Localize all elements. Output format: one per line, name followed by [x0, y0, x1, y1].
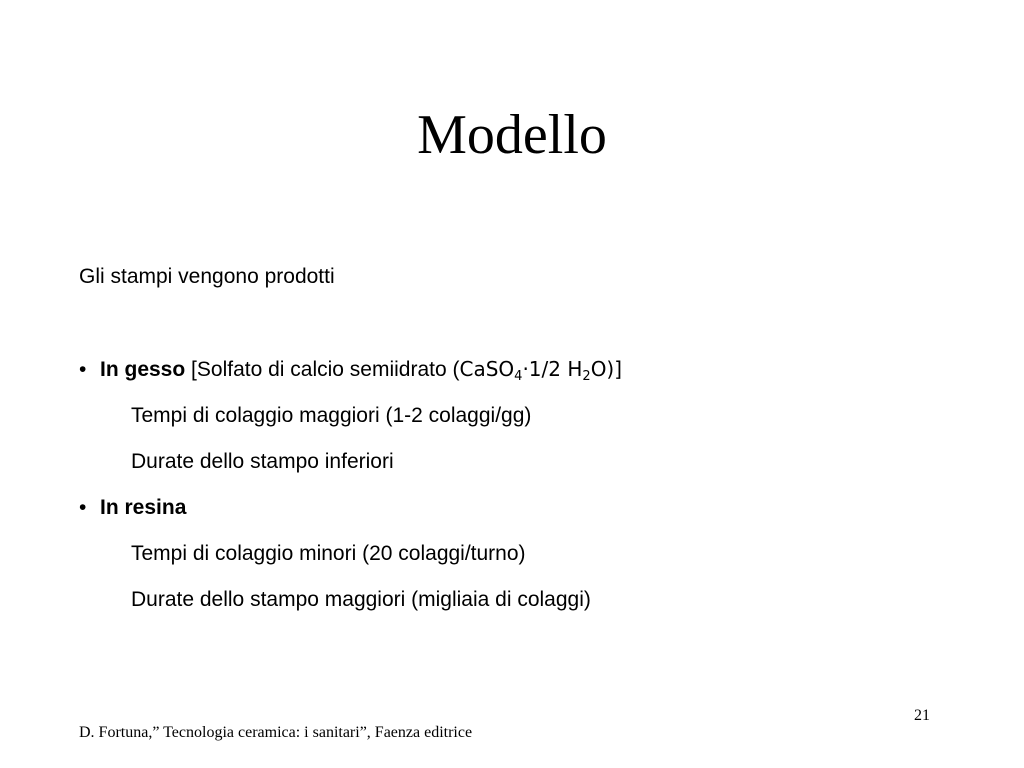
bullet-item-gesso [79, 356, 622, 383]
bullet-heading: In gesso [100, 358, 186, 381]
sub-item: Tempi di colaggio maggiori (1-2 colaggi/gg) [131, 404, 532, 427]
bullet-marker: • [79, 358, 87, 381]
page-number: 21 [914, 707, 930, 724]
sub-item: Durate dello stampo maggiori (migliaia di colaggi) [131, 588, 591, 611]
bullet-item-resina [79, 495, 186, 521]
bullet-marker: • [79, 496, 87, 519]
footer-citation: D. Fortuna,” Tecnologia ceramica: i sanitari”, Faenza editrice [79, 724, 473, 741]
slide-title: Modello [417, 104, 607, 166]
bullet-detail: [Solfato di calcio semiidrato ( [191, 358, 460, 381]
sub-item: Tempi di colaggio minori (20 colaggi/turno) [131, 542, 526, 565]
chemical-formula: CaSO$_4$·1/2 $H_2O$)] [459, 357, 623, 384]
sub-item: Durate dello stampo inferiori [131, 450, 394, 473]
intro-text: Gli stampi vengono prodotti [79, 265, 335, 288]
bullet-heading: In resina [100, 496, 187, 519]
